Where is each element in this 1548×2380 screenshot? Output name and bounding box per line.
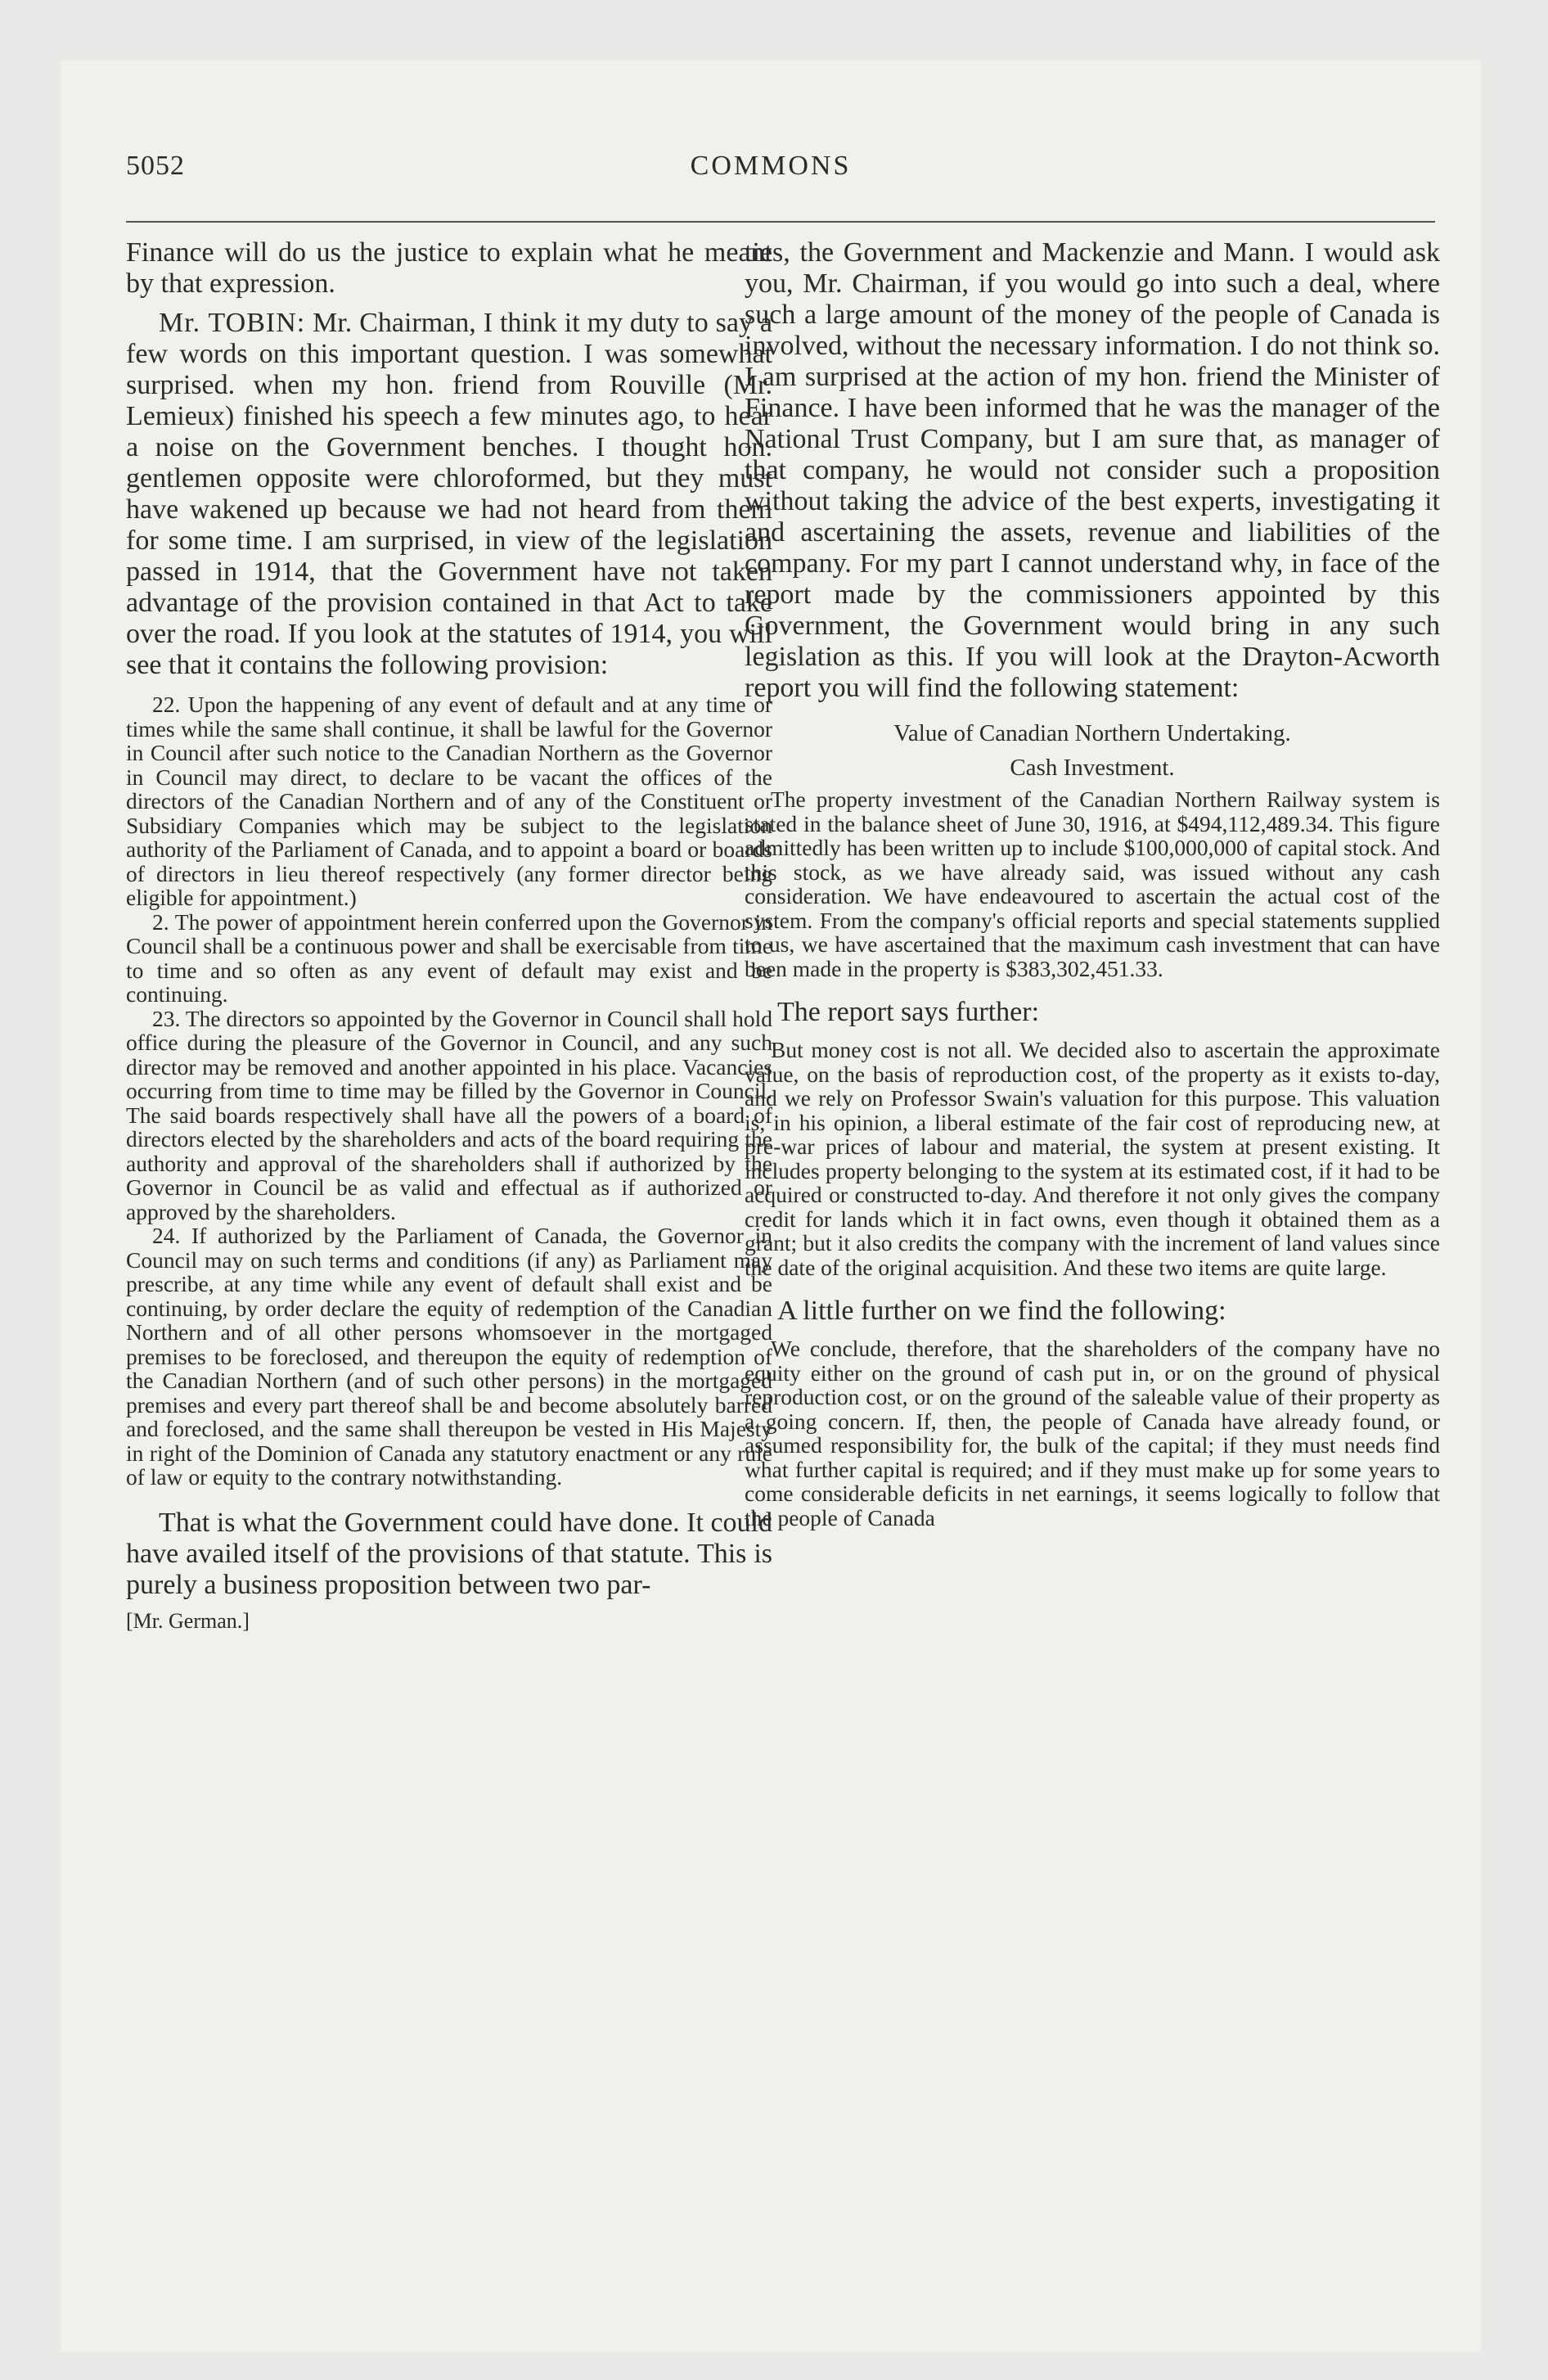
running-head: COMMONS [690,151,852,181]
statute-quote [126,692,772,1490]
page-header [61,151,1481,200]
statute-section-22: 22. Upon the happening of any event of default and at any time or times while the same shall continue, it shall be lawful for the Governor in Council after such notice to the Canadian Northern as the Governor in Council may direct, to declare to be vacant the offices of the directors of the Canadian Northern and of any of the Constituent or Subsidiary Companies which may be subject to the legislation authority of the Parliament of Canada, and to appoint a board or boards of directors in lieu thereof respectively (any former director being eligible for appointment.) [126,692,772,910]
quote-paragraph: We conclude, therefore, that the shareholders of the company have no equity either on the ground of cash put in, or on the ground of physical reproduction cost, or on the ground of the saleable value of their property as a going concern. If, then, the people of Canada have already found, or assumed responsibility for, the bulk of the capital; if they must needs find what further capital is required; and if they must make up for some years to come considerable deficits in net earnings, it seems logically to follow that the people of Canada [745,1336,1440,1530]
header-rule [126,221,1435,223]
quote-paragraph: The property investment of the Canadian Northern Railway system is stated in the balance sheet of June 30, 1916, at $494,112,489.34. This figure admittedly has been written up to include $100,000,000 of capital stock. And this stock, as we have already said, was issued without any cash consideration. We have endeavoured to ascertain the actual cost of the system. From the company's official reports and special statements supplied to us, we have ascertained that the maximum cash investment that can have been made in the property is $383,302,451.33. [745,787,1440,981]
speaker-name: Mr. TOBIN: [159,308,306,338]
right-column [745,237,1440,2300]
lead-in-text: A little further on we find the following: [777,1296,1226,1326]
statute-section-23: 23. The directors so appointed by the Governor in Council shall hold office during the pleasure of the Governor in Council, and any such director may be removed and another appointed in his place. Vacancies occurring from time to time may be filled by the Governor in Council. The said boards respectively shall have all the powers of a board of directors elected by the shareholders and acts of the board requiring the authority and approval of the shareholders shall if authorized by the Governor in Council be as valid and effectual as if authorized or approved by the shareholders. [126,1005,772,1224]
statute-section-24: 24. If authorized by the Parliament of Canada, the Governor in Council may on such terms and conditions (if any) as Parliament may prescribe, at any time while any event of default shall exist and be continuing, by order declare the equity of redemption of the Canadian Northern and of all other persons whomsoever in the mortgaged premises to be foreclosed, and thereupon the equity of redemption of the Canadian Northern (and of such other persons) in the mortgaged premises and every part thereof shall be and become absolutely barred and foreclosed, and the same shall thereupon be vested in His Majesty in right of the Dominion of Canada any statutory enactment or any rule of law or equity to the contrary notwithstanding. [126,1223,772,1490]
speaker-attribution: [Mr. German.] [126,1608,250,1633]
speech-text: Mr. Chairman, I think it my duty to say a few words on this important question. I was somewhat surprised. when my hon. friend from Rouville (Mr. Lemieux) finished his speech a few minutes ago, to hear a noise on the Government benches. I thought hon. gentlemen opposite were chloroformed, but they must have wakened up because we had not heard from them for some time. I am surprised, in view of the legislation passed in 1914, that the Government have not taken advantage of the provision contained in that Act to take over the road. If you look at the statutes of 1914, you will see that it contains the following provision: [126,308,772,680]
table-heading: Value of Canadian Northern Undertaking. [893,720,1291,746]
report-quote-2 [745,1038,1440,1279]
report-quote-1 [745,787,1440,980]
paragraph-conclusion: That is what the Government could have done. It could have availed itself of the provisions of that statute. This is purely a business proposition between two par- [126,1507,772,1600]
sub-heading: Cash Investment. [1010,755,1175,781]
document-page [61,61,1481,2352]
paragraph-continued-right: ties, the Government and Mackenzie and Mann. I would ask you, Mr. Chairman, if you would go into such a deal, where such a large amount of the money of the people of Canada is involved, without the necessary information. I do not think so. I am surprised at the action of my hon. friend the Minister of Finance. I have been informed that he was the manager of the National Trust Company, but I am sure that, as manager of that company, he would not consider such a proposition without taking the advice of the best experts, investigating it and ascertaining the assets, revenue and liabilities of the company. For my part I cannot understand why, in face of the report made by the commissioners appointed by this Government, the Government would bring in any such legislation as this. If you will look at the Drayton-Acworth report you will find the following statement: [745,237,1440,703]
left-column [126,237,772,2300]
paragraph-continued: Finance will do us the justice to explain what he meant by that expression. [126,237,772,299]
page-number: 5052 [126,151,185,181]
quote-paragraph: But money cost is not all. We decided also to ascertain the approximate value, on the basis of reproduction cost, of the property as it exists to-day, and we rely on Professor Swain's valuation for this purpose. This valuation is, in his opinion, a liberal estimate of the fair cost of reproducing new, at pre-war prices of labour and material, the system at present existing. It includes property belonging to the system at its estimated cost, if it had to be acquired or constructed to-day. And therefore it not only gives the company credit for lands which it in fact owns, even though it obtained them as a grant; but it also credits the company with the increment of land values since the date of the original acquisition. And these two items are quite large. [745,1037,1440,1280]
report-quote-3 [745,1336,1440,1530]
lead-in-text: The report says further: [777,997,1040,1027]
statute-subsection-2: 2. The power of appointment herein conferred upon the Governor in Council shall be a continuous power and shall be exercisable from time to time and so often as any event of default may exist and be continuing. [126,908,772,1007]
paragraph-tobin [126,308,772,681]
